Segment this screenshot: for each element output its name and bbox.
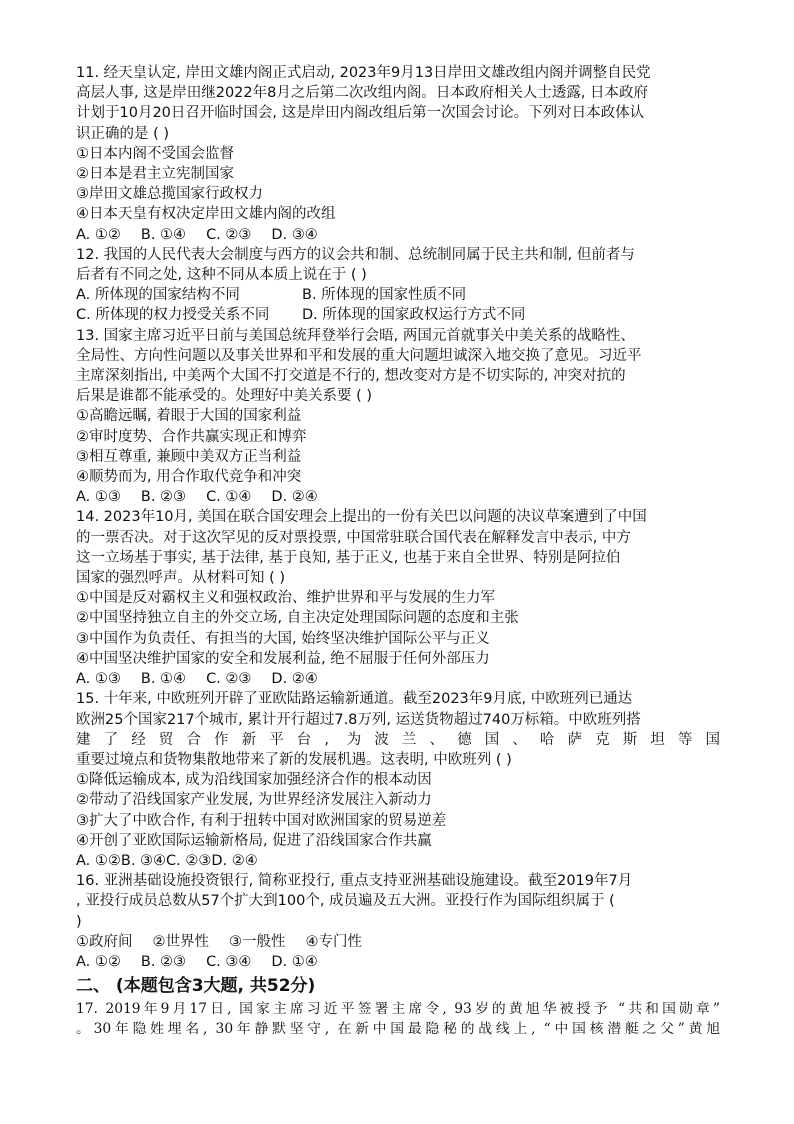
question-17-stem-line: 17. 2019年9月17日, 国家主席习近平签署主席令, 93岁的黄旭华被授予 “共和国勋章” — [76, 1001, 720, 1018]
choice-d: D. 所体现的国家政权运行方式不同 — [302, 307, 526, 324]
question-16 — [76, 871, 720, 972]
choice-b: B. ①④ — [140, 671, 187, 688]
question-15-stem-line: 重要过境点和货物集散地带来了新的发展机遇。这表明, 中欧班列 ( ) — [76, 751, 512, 768]
question-15-item: ①降低运输成本, 成为沿线国家加强经济合作的根本动因 — [76, 772, 432, 789]
question-16-stem-line: 16. 亚洲基础设施投资银行, 简称亚投行, 重点支持亚洲基础设施建设。截至2019年7月 — [76, 873, 633, 890]
question-11-stem-line: 高层人事, 这是岸田继2022年8月之后第二次改组内阁。日本政府相关人士透露, 日本政府 — [76, 85, 649, 102]
choice-b: B. ①④ — [140, 226, 187, 243]
choice-d: D. ②④ — [271, 671, 318, 688]
choice-c: C. 所体现的权力授受关系不同 — [76, 307, 270, 324]
question-15-item: ④开创了亚欧国际运输新格局, 促进了沿线国家合作共赢 — [76, 832, 432, 849]
question-15 — [76, 689, 720, 871]
question-14-item: ②中国坚持独立自主的外交立场, 自主决定处理国际问题的态度和主张 — [76, 610, 519, 627]
question-16-items — [76, 932, 720, 952]
question-12-options-row — [76, 285, 720, 305]
question-11-choices — [76, 225, 720, 245]
question-12-options-row — [76, 305, 720, 325]
question-13-stem-line: 13. 国家主席习近平日前与美国总统拜登举行会晤, 两国元首就事关中美关系的战略性、 — [76, 327, 635, 344]
question-14-choices — [76, 669, 720, 689]
question-13 — [76, 326, 720, 508]
question-15-item: ②带动了沿线国家产业发展, 为世界经济发展注入新动力 — [76, 792, 432, 809]
question-16-item: ③一般性 — [229, 933, 286, 950]
question-16-item: ④专门性 — [305, 933, 362, 950]
question-14-item: ④中国坚决维护国家的安全和发展利益, 绝不屈服于任何外部压力 — [76, 650, 490, 667]
choice-d: D. ①④ — [271, 953, 318, 970]
question-13-stem-line: 主席深刻指出, 中美两个大国不打交道是不行的, 想改变对方是不切实际的, 冲突对抗的 — [76, 368, 626, 385]
choice-c: C. ②③ — [206, 671, 252, 688]
question-13-item: ③相互尊重, 兼顾中美双方正当利益 — [76, 448, 302, 465]
choice-b: B. 所体现的国家性质不同 — [302, 287, 467, 304]
choice-d: D. ②④ — [271, 489, 318, 506]
question-14-stem-line: 这一立场基于事实, 基于法律, 基于良知, 基于正义, 也基于来自全世界、特别是阿拉伯 — [76, 549, 621, 566]
choice-a: A. 所体现的国家结构不同 — [76, 287, 240, 304]
question-11-item: ③岸田文雄总揽国家行政权力 — [76, 186, 263, 203]
question-15-stem-line: 建了经贸合作新平台, 为波兰、德国、哈萨克斯坦等国 — [76, 731, 720, 748]
question-11-stem-line: 识正确的是 ( ) — [76, 125, 170, 142]
choice-a: A. ①② — [76, 953, 121, 970]
question-14-stem-line: 14. 2023年10月, 美国在联合国安理会上提出的一份有关巴以问题的决议草案遭到了中国 — [76, 509, 647, 526]
question-14 — [76, 507, 720, 689]
question-13-item: ②审时度势、合作共赢实现正和博弈 — [76, 428, 307, 445]
question-13-item: ④顺势而为, 用合作取代竞争和冲突 — [76, 469, 302, 486]
question-14-stem-line: 国家的强烈呼声。从材料可知 ( ) — [76, 570, 286, 587]
question-13-choices — [76, 487, 720, 507]
choice-a: A. ①② — [76, 226, 121, 243]
choice-c: C. ②③ — [206, 226, 252, 243]
question-11-item: ①日本内阁不受国会监督 — [76, 145, 234, 162]
question-17-stem-line: 。30年隐姓埋名, 30年静默坚守, 在新中国最隐秘的战线上, “中国核潜艇之父”黄旭 — [76, 1021, 720, 1038]
question-14-item: ③中国作为负责任、有担当的大国, 始终坚决维护国际公平与正义 — [76, 630, 490, 647]
question-11 — [76, 63, 720, 245]
question-15-stem-line: 欧洲25个国家217个城市, 累计开行超过7.8万列, 运送货物超过740万标箱。中欧班列搭 — [76, 711, 641, 728]
question-12 — [76, 245, 720, 326]
section-2-heading: 二、 (本题包含3大题, 共52分) — [76, 976, 316, 997]
question-11-stem-line: 11. 经天皇认定, 岸田文雄内阁正式启动, 2023年9月13日岸田文雄改组内阁并调整自民党 — [76, 65, 651, 81]
question-15-stem-line: 15. 十年来, 中欧班列开辟了亚欧陆路运输新通道。截至2023年9月底, 中欧班列已通达 — [76, 691, 633, 708]
question-17 — [76, 999, 720, 1039]
choice-a: A. ①③ — [76, 489, 121, 506]
question-13-item: ①高瞻远瞩, 着眼于大国的国家利益 — [76, 408, 302, 425]
question-14-item: ①中国是反对霸权主义和强权政治、维护世界和平与发展的生力军 — [76, 590, 495, 607]
question-16-item: ②世界性 — [152, 933, 209, 950]
choice-c: C. ③④ — [206, 953, 252, 970]
question-16-item: ①政府间 — [76, 933, 133, 950]
question-12-stem-line: 后者有不同之处, 这种不同从本质上说在于 ( ) — [76, 267, 367, 284]
question-16-stem-line: , 亚投行成员总数从57个扩大到100个, 成员遍及五大洲。亚投行作为国际组织属于 ( — [76, 893, 615, 910]
question-15-choices: A. ①②B. ③④C. ②③D. ②④ — [76, 852, 258, 869]
question-15-item: ③扩大了中欧合作, 有利于扭转中国对欧洲国家的贸易逆差 — [76, 812, 447, 829]
question-16-stem-line: ) — [76, 913, 82, 930]
question-11-item: ②日本是君主立宪制国家 — [76, 166, 234, 183]
choice-c: C. ①④ — [206, 489, 252, 506]
choice-a: A. ①③ — [76, 671, 121, 688]
choice-b: B. ②③ — [140, 953, 187, 970]
question-11-item: ④日本天皇有权决定岸田文雄内阁的改组 — [76, 206, 336, 223]
question-12-stem-line: 12. 我国的人民代表大会制度与西方的议会共和制、总统制同属于民主共和制, 但前者与 — [76, 246, 635, 263]
choice-d: D. ③④ — [271, 226, 318, 243]
question-14-stem-line: 的一票否决。对于这次罕见的反对票投票, 中国常驻联合国代表在解释发言中表示, 中方 — [76, 529, 631, 546]
question-16-choices — [76, 952, 720, 972]
choice-b: B. ②③ — [140, 489, 187, 506]
question-13-stem-line: 全局性、方向性问题以及事关世界和平和发展的重大问题坦诚深入地交换了意见。习近平 — [76, 347, 642, 364]
question-13-stem-line: 后果是谁都不能承受的。处理好中美关系要 ( ) — [76, 388, 373, 405]
question-11-stem-line: 计划于10月20日召开临时国会, 这是岸田内阁改组后第一次国会讨论。下列对日本政体认 — [76, 105, 645, 122]
exam-page — [76, 63, 720, 1040]
